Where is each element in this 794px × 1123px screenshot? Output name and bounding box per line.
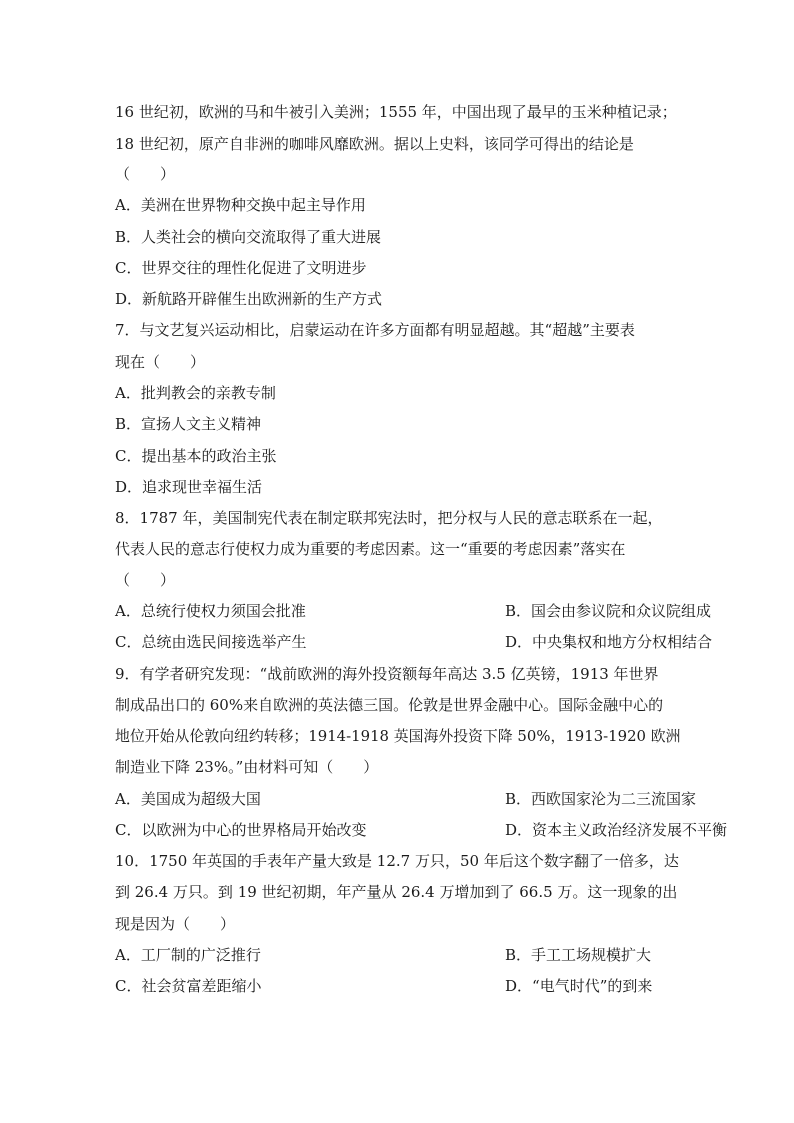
q7-stem-line-1: 7．与文艺复兴运动相比，启蒙运动在许多方面都有明显超越。其“超越”主要表 xyxy=(115,321,635,339)
q6-stem-line-2: 18 世纪初，原产自非洲的咖啡风靡欧洲。据以上史料，该同学可得出的结论是 xyxy=(115,135,634,153)
q9-stem-line-2: 制成品出口的 60%来自欧洲的英法德三国。伦敦是世界金融中心。国际金融中心的 xyxy=(115,696,664,714)
q8-stem-line-2: 代表人民的意志行使权力成为重要的考虑因素。这一“重要的考虑因素”落实在 xyxy=(115,540,626,558)
q9-stem-line-3: 地位开始从伦敦向纽约转移；1914-1918 英国海外投资下降 50%，1913-1920 欧洲 xyxy=(115,727,681,745)
q6-option-b: B．人类社会的横向交流取得了重大进展 xyxy=(115,228,382,246)
q8-stem-line-1: 8．1787 年，美国制宪代表在制定联邦宪法时，把分权与人民的意志联系在一起， xyxy=(115,509,663,527)
q10-option-b: B．手工工场规模扩大 xyxy=(505,946,652,964)
q10-option-d: D．“电气时代”的到来 xyxy=(505,977,653,995)
q10-option-c: C．社会贫富差距缩小 xyxy=(115,977,262,995)
q8-options-row-1 xyxy=(115,601,712,621)
q6-option-c: C．世界交往的理性化促进了文明进步 xyxy=(115,259,367,277)
q9-stem-line-4: 制造业下降 23%。”由材料可知（ ） xyxy=(115,758,379,776)
q7-option-c: C．提出基本的政治主张 xyxy=(115,447,277,465)
q10-stem-line-2: 到 26.4 万只。到 19 世纪初期，年产量从 26.4 万增加到了 66.5 万。这一现象的出 xyxy=(115,883,678,901)
q10-option-a: A．工厂制的广泛推行 xyxy=(115,946,261,964)
q6-stem-line-1: 16 世纪初，欧洲的马和牛被引入美洲；1555 年，中国出现了最早的玉米种植记录； xyxy=(115,103,677,121)
q7-option-b: B．宣扬人文主义精神 xyxy=(115,415,262,433)
q10-options-row-2 xyxy=(115,976,653,996)
q8-option-b: B．国会由参议院和众议院组成 xyxy=(505,602,712,620)
q6-blank: （ ） xyxy=(115,165,176,183)
q10-stem-line-1: 10．1750 年英国的手表年产量大致是 12.7 万只，50 年后这个数字翻了一倍多，达 xyxy=(115,852,679,870)
q9-option-b: B．西欧国家沦为二三流国家 xyxy=(505,790,697,808)
q8-option-a: A．总统行使权力须国会批准 xyxy=(115,602,306,620)
q7-option-a: A．批判教会的亲教专制 xyxy=(115,384,276,402)
q7-stem-line-2: 现在（ ） xyxy=(115,353,206,371)
q9-option-d: D．资本主义政治经济发展不平衡 xyxy=(505,821,728,839)
q9-stem-line-1: 9．有学者研究发现：“战前欧洲的海外投资额每年高达 3.5 亿英镑，1913 年世界 xyxy=(115,665,659,683)
q8-option-c: C．总统由选民间接选举产生 xyxy=(115,633,307,651)
q8-option-d: D．中央集权和地方分权相结合 xyxy=(505,633,713,651)
q6-option-a: A．美洲在世界物种交换中起主导作用 xyxy=(115,196,366,214)
q8-blank: （ ） xyxy=(115,571,176,589)
q9-option-a: A．美国成为超级大国 xyxy=(115,790,261,808)
q9-options-row-2 xyxy=(115,820,728,840)
q10-options-row-1 xyxy=(115,945,652,965)
q6-option-d: D．新航路开辟催生出欧洲新的生产方式 xyxy=(115,290,383,308)
q9-option-c: C．以欧洲为中心的世界格局开始改变 xyxy=(115,821,367,839)
q9-options-row-1 xyxy=(115,789,697,809)
q10-stem-line-3: 现是因为（ ） xyxy=(115,915,236,933)
q7-option-d: D．追求现世幸福生活 xyxy=(115,478,263,496)
q8-options-row-2 xyxy=(115,632,713,652)
